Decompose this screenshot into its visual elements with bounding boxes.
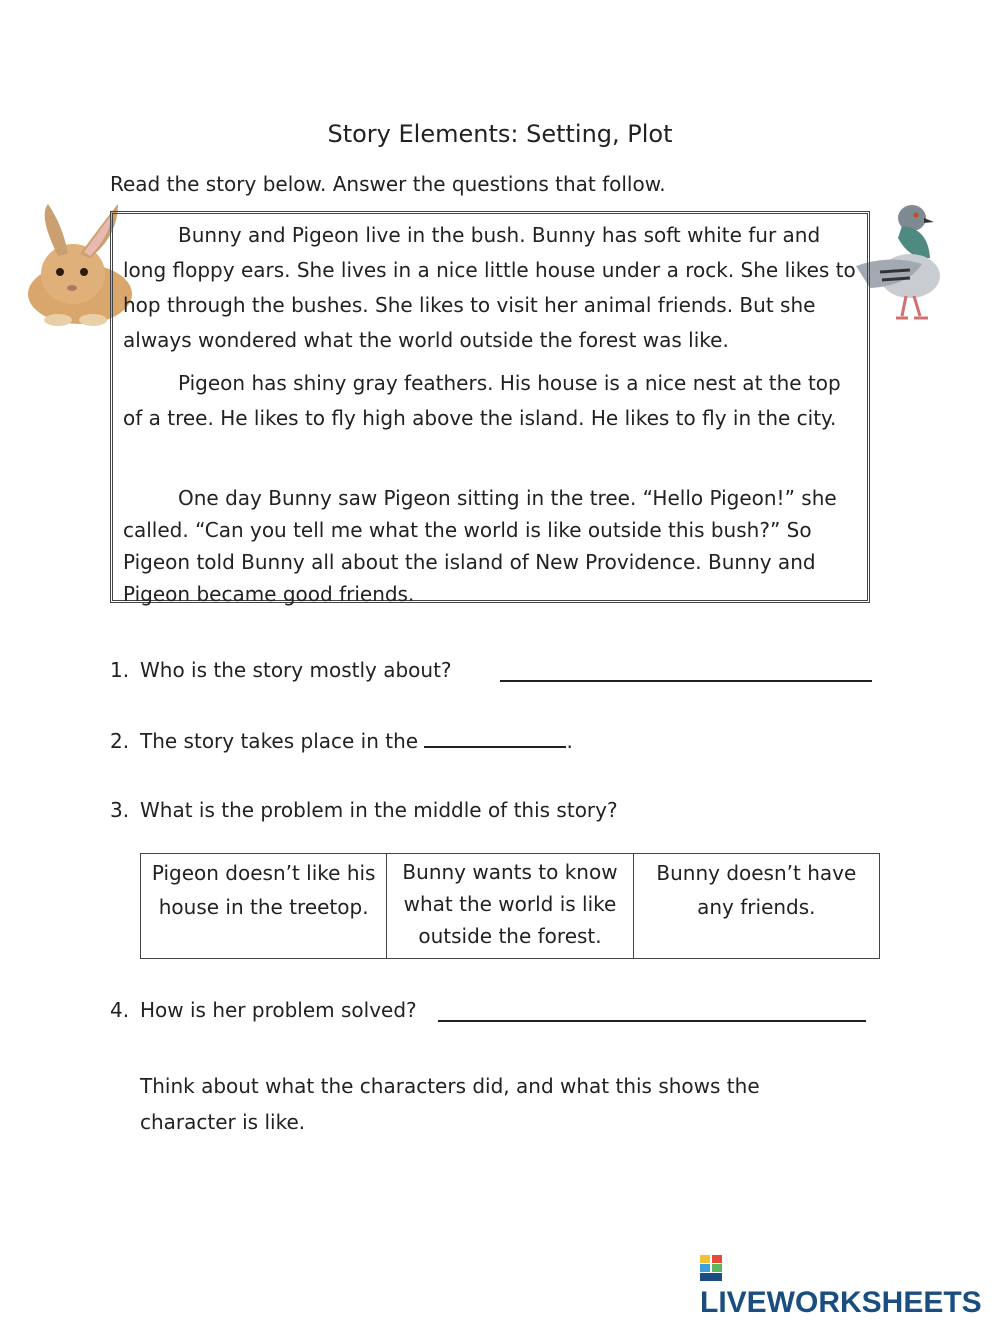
question-2: 2. The story takes place in the . bbox=[110, 729, 573, 753]
question-1: 1. Who is the story mostly about? bbox=[110, 658, 452, 682]
answer-2-blank[interactable] bbox=[424, 728, 566, 748]
answer-4-blank[interactable] bbox=[438, 1002, 866, 1022]
choice-3[interactable]: Bunny doesn’t have any friends. bbox=[633, 854, 879, 959]
note-text: Think about what the characters did, and what this shows the character is like. bbox=[140, 1074, 760, 1134]
story-paragraph: Bunny and Pigeon live in the bush. Bunny has soft white fur and long floppy ears. She lives in a nice little house under a rock. She likes to hop through the bushes. She likes to visit her animal friends. But she always wondered what the world outside the forest was like. bbox=[123, 223, 856, 352]
liveworksheets-logo: LIVEWORKSHEETS bbox=[700, 1252, 1000, 1320]
choice-1[interactable]: Pigeon doesn’t like his house in the treetop. bbox=[141, 854, 387, 959]
answer-choices bbox=[140, 853, 880, 959]
page-title: Story Elements: Setting, Plot bbox=[327, 120, 673, 148]
instructions: Read the story below. Answer the questions that follow. bbox=[110, 172, 666, 196]
question-3: 3. What is the problem in the middle of this story? bbox=[110, 798, 618, 822]
answer-1-blank[interactable] bbox=[500, 662, 872, 682]
question-4: 4. How is her problem solved? bbox=[110, 998, 417, 1022]
logo-mark-icon bbox=[700, 1255, 722, 1281]
choice-2[interactable]: Bunny wants to know what the world is like outside the forest. bbox=[387, 854, 633, 959]
story-paragraph: Pigeon has shiny gray feathers. His house is a nice nest at the top of a tree. He likes to fly high above the island. He likes to fly in the city. bbox=[123, 371, 841, 430]
story-box bbox=[110, 211, 870, 606]
story-paragraph: One day Bunny saw Pigeon sitting in the tree. “Hello Pigeon!” she called. “Can you tell me what the world is like outside this bush?” So Pigeon told Bunny all about the island of New Providence. Bunny and Pigeon became good friends. bbox=[123, 486, 837, 606]
